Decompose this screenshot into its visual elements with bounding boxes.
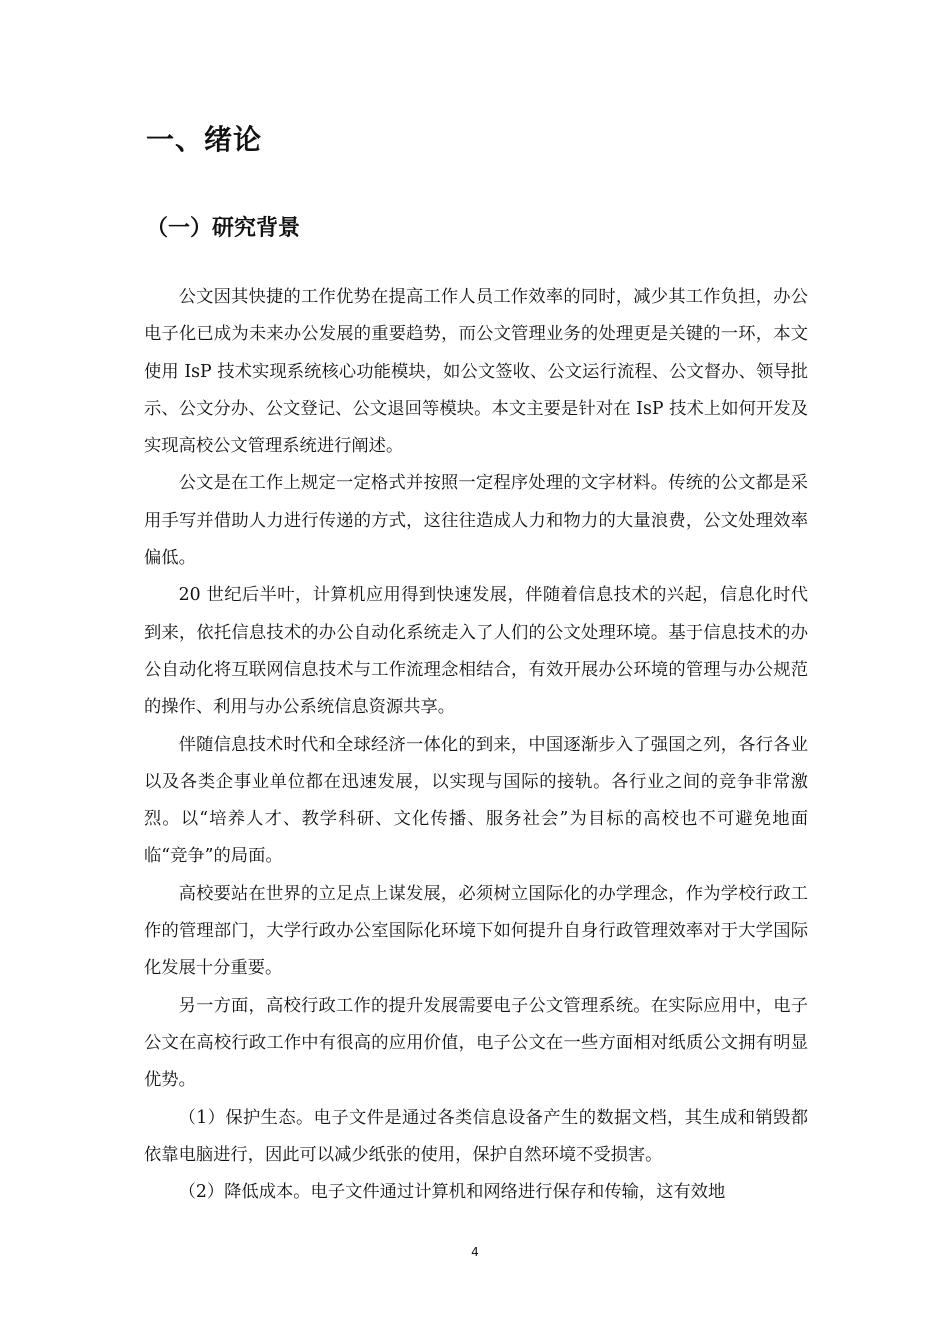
paragraph: 高校要站在世界的立足点上谋发展，必须树立国际化的办学理念，作为学校行政工作的管理部门，大学行政办公室国际化环境下如何提升自身行政管理效率对于大学国际化发展十分重要。	[144, 883, 808, 979]
paragraph: 另一方面，高校行政工作的提升发展需要电子公文管理系统。在实际应用中，电子公文在高校行政工作中有很高的应用价值，电子公文在一些方面相对纸质公文拥有明显优势。	[144, 995, 808, 1091]
paragraph: （1）保护生态。电子文件是通过各类信息设备产生的数据文档，其生成和销毁都依靠电脑进行，因此可以减少纸张的使用，保护自然环境不受损害。	[144, 1107, 808, 1165]
body-text	[144, 279, 808, 1211]
paragraph: 公文是在工作上规定一定格式并按照一定程序处理的文字材料。传统的公文都是采用手写并借助人力进行传递的方式，这往往造成人力和物力的大量浪费，公文处理效率偏低。	[144, 473, 808, 569]
paragraph: 公文因其快捷的工作优势在提高工作人员工作效率的同时，减少其工作负担，办公电子化已成为未来办公发展的重要趋势，而公文管理业务的处理更是关键的一环，本文使用 IsP 技术实现系统核心功能模块，如公文签收、公文运行流程、公文督办、领导批示、公文分办、公文登记、公文退回等模块。本文主要是针对在 IsP 技术上如何开发及实现高校公文管理系统进行阐述。	[144, 287, 808, 457]
chapter-title: 一、绪论	[146, 123, 263, 156]
paragraph: 伴随信息技术时代和全球经济一体化的到来，中国逐渐步入了强国之列，各行各业以及各类企事业单位都在迅速发展，以实现与国际的接轨。各行业之间的竞争非常激烈。以“培养人才、教学科研、文化传播、服务社会”为目标的高校也不可避免地面临“竞争”的局面。	[144, 734, 808, 867]
section-title: （一）研究背景	[146, 216, 301, 241]
page-number: 4	[471, 1245, 479, 1259]
paragraph: （2）降低成本。电子文件通过计算机和网络进行保存和传输，这有效地	[178, 1182, 726, 1203]
paragraph: 20 世纪后半叶，计算机应用得到快速发展，伴随着信息技术的兴起，信息化时代到来，依托信息技术的办公自动化系统走入了人们的公文处理环境。基于信息技术的办公自动化将互联网信息技术与工作流理念相结合，有效开展办公环境的管理与办公规范的操作、利用与办公系统信息资源共享。	[144, 585, 808, 718]
